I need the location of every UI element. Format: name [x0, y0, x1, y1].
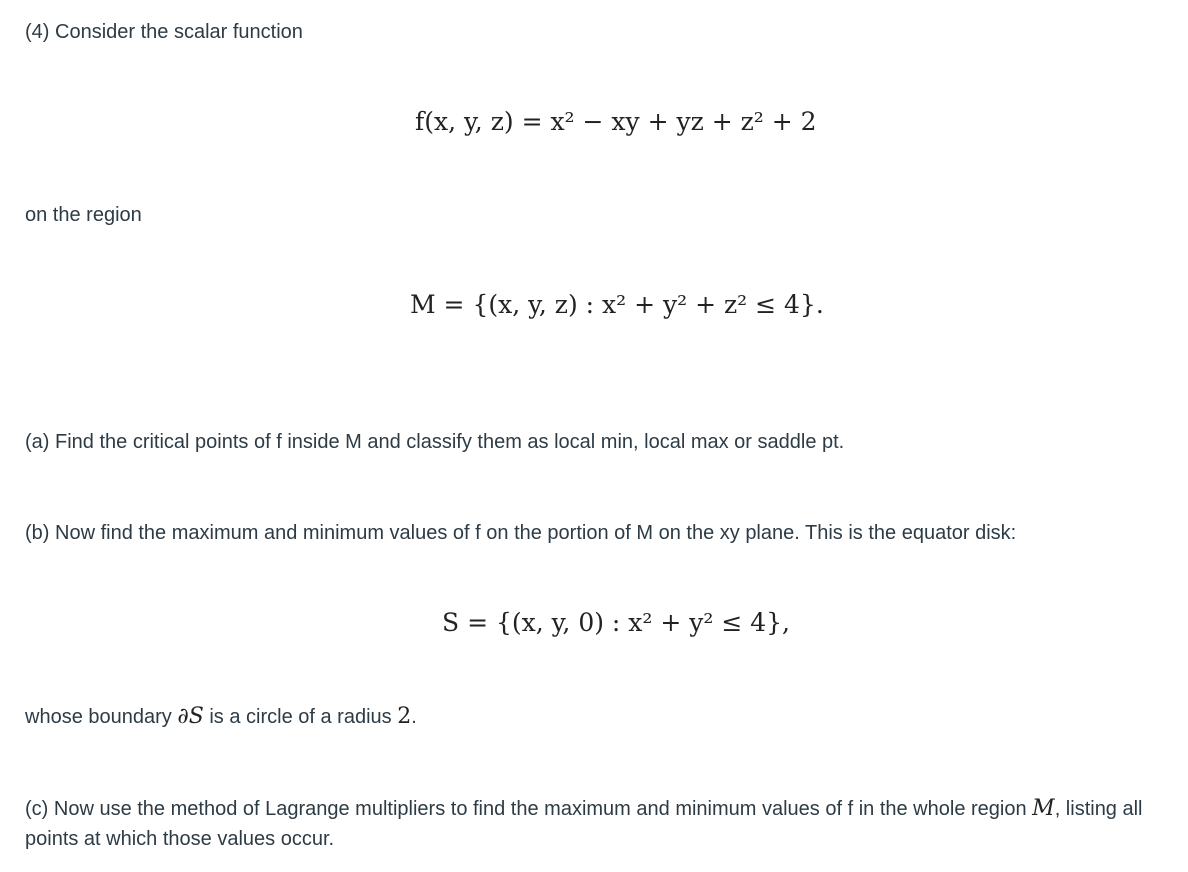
equation-m: M = {(x, y, z) : x² + y² + z² ≤ 4}.: [410, 290, 824, 319]
boundary-symbol: ∂S: [177, 704, 204, 729]
part-c-text: [25, 794, 1175, 853]
part-a-text: (a) Find the critical points of f inside M and classify them as local min, local max or saddle pt.: [25, 431, 845, 453]
boundary-text-middle: is a circle of a radius: [203, 706, 398, 728]
intro-text: (4) Consider the scalar function: [25, 21, 303, 43]
radius-value: 2: [397, 704, 412, 729]
region-symbol: M: [1032, 796, 1055, 821]
equation-f: f(x, y, z) = x² − xy + yz + z² + 2: [415, 107, 817, 136]
part-b-text: (b) Now find the maximum and minimum values of f on the portion of M on the xy plane. This is the equator disk:: [25, 522, 1017, 544]
part-c-before: (c) Now use the method of Lagrange multipliers to find the maximum and minimum values of f in the whole region: [25, 798, 1033, 820]
region-intro-text: on the region: [25, 204, 142, 226]
boundary-text-before: whose boundary: [25, 706, 178, 728]
equation-s: S = {(x, y, 0) : x² + y² ≤ 4},: [442, 608, 790, 637]
part-c-after: , listing all points at which those values occur.: [25, 798, 1143, 850]
boundary-text: [25, 702, 417, 733]
boundary-text-after: .: [411, 706, 417, 728]
